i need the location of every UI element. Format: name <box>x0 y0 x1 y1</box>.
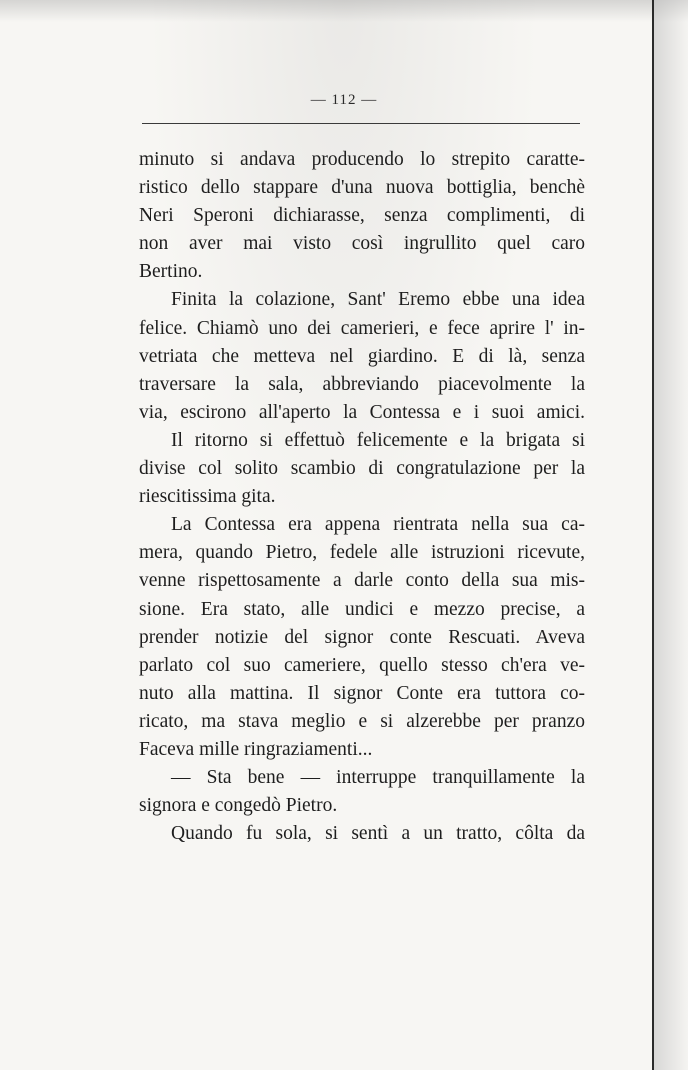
text-line: via, escirono all'aperto la Contessa e i suoi amici. <box>139 401 585 423</box>
text-line: Bertino. <box>139 261 203 283</box>
text-line: — Sta bene — interruppe tranquillamente la <box>171 767 585 789</box>
text-line: riescitissima gita. <box>139 486 276 508</box>
text-line: nuto alla mattina. Il signor Conte era tuttora co- <box>139 682 585 704</box>
text-line: vetriata che metteva nel giardino. E di là, senza <box>139 345 585 367</box>
text-line: Il ritorno si effettuò felicemente e la brigata si <box>171 429 585 451</box>
text-line: minuto si andava producendo lo strepito caratte- <box>139 149 585 170</box>
text-line: Faceva mille ringraziamenti... <box>139 738 373 760</box>
text-line: ristico dello stappare d'una nuova bottiglia, benchè <box>139 177 585 199</box>
body-text <box>139 146 585 848</box>
text-line: ricato, ma stava meglio e si alzerebbe per pranzo <box>139 710 585 732</box>
text-line: divise col solito scambio di congratulazione per la <box>139 458 585 480</box>
text-line: prender notizie del signor conte Rescuati. Aveva <box>139 626 585 648</box>
page-edge-line <box>652 0 654 1070</box>
text-line: mera, quando Pietro, fedele alle istruzioni ricevute, <box>139 542 585 564</box>
text-line: La Contessa era appena rientrata nella sua ca- <box>171 514 585 536</box>
text-line: parlato col suo cameriere, quello stesso ch'era ve- <box>139 654 585 676</box>
scan-top-shadow <box>0 0 688 22</box>
header-rule <box>142 123 580 124</box>
text-line: venne rispettosamente a darle conto della sua mis- <box>139 570 585 592</box>
page-edge-shadow <box>654 0 688 1070</box>
text-line: Neri Speroni dichiarasse, senza complimenti, di <box>139 205 585 227</box>
text-line: felice. Chiamò uno dei camerieri, e fece aprire l' in- <box>139 317 585 339</box>
text-line: Quando fu sola, si sentì a un tratto, côlta da <box>171 823 585 845</box>
text-line: traversare la sala, abbreviando piacevolmente la <box>139 373 585 395</box>
text-line: non aver mai visto così ingrullito quel caro <box>139 233 585 255</box>
text-line: signora e congedò Pietro. <box>139 795 338 817</box>
text-line: Finita la colazione, Sant' Eremo ebbe una idea <box>171 289 585 311</box>
text-line: sione. Era stato, alle undici e mezzo precise, a <box>139 598 585 620</box>
page-number: — 112 — <box>310 92 378 108</box>
